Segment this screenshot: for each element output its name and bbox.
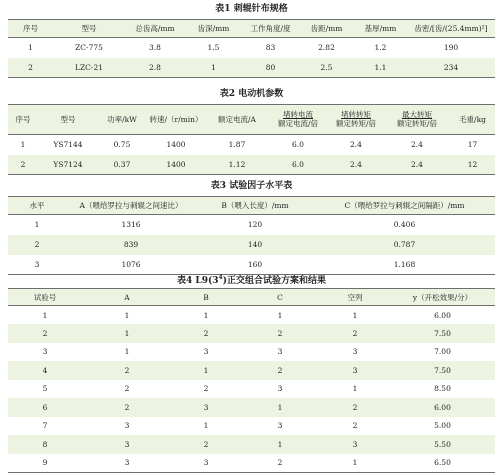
table4-header-cell: C (277, 292, 283, 302)
table-row (8, 380, 495, 399)
table-cell: 3 (203, 402, 209, 412)
table-cell: 1.12 (228, 159, 246, 169)
header-fraction-bottom: 额定电流 (277, 118, 308, 128)
table3-header-cell: 水平 (29, 201, 45, 210)
table1-header-cell: 型号 (81, 24, 97, 33)
table-cell: 2 (352, 328, 358, 338)
table1-header-cell: 工作角度/度 (250, 24, 291, 33)
table-cell: 3 (352, 439, 358, 449)
table-cell: 2 (124, 402, 130, 412)
table3-header-cell: A（喂给罗拉与刺辊之间速比） (79, 201, 183, 210)
table-cell: YS7144 (53, 140, 83, 150)
table-cell: 5.50 (434, 439, 451, 449)
header-unit: /倍 (365, 118, 377, 128)
table-cell: 1 (124, 347, 130, 357)
table-cell: 1 (20, 140, 26, 150)
table-cell: 1 (124, 328, 130, 338)
table-row (8, 306, 495, 325)
table-cell: 7 (42, 421, 48, 431)
table2-header-cell (268, 105, 328, 135)
table-cell: 1 (352, 310, 358, 320)
table-cell: 1076 (121, 259, 141, 269)
table1-caption: 表1 刺辊针布规格 (215, 4, 288, 14)
table-row (8, 454, 495, 473)
table-cell: 1.2 (374, 43, 387, 53)
table-cell: 1 (42, 310, 48, 320)
table-cell: 2 (124, 384, 130, 394)
table-cell: 1.87 (228, 140, 246, 150)
table-cell: 2.4 (411, 159, 423, 169)
table-cell: 6.00 (434, 310, 451, 320)
table-cell: 6.0 (292, 159, 304, 169)
table-cell: 2 (20, 159, 26, 169)
table-cell: 1316 (121, 220, 141, 230)
table-cell: 2.8 (149, 62, 161, 72)
table-cell: 2.4 (411, 140, 423, 150)
table-cell: 3 (124, 421, 130, 431)
table-row (8, 398, 495, 417)
table-cell: 1.1 (374, 62, 387, 72)
table-cell: 1 (124, 310, 130, 320)
table1-header-cell: 基厚/mm (364, 24, 397, 33)
table-row (8, 435, 495, 454)
table-cell: 3 (352, 347, 358, 357)
table2-header-cell: 功率/kW (107, 115, 137, 124)
table-cell: 0.75 (113, 140, 131, 150)
table1 (8, 19, 495, 78)
table-cell: 3 (352, 365, 358, 375)
table-cell: 83 (265, 43, 276, 53)
table-cell: 2 (352, 402, 358, 412)
table4-header-cell: B (203, 292, 209, 302)
table-cell: 1400 (166, 140, 186, 150)
table-cell: 1 (34, 220, 40, 230)
table-cell: 2.4 (350, 159, 362, 169)
table-cell: 9 (42, 458, 48, 467)
table-cell: 80 (265, 62, 276, 72)
table-cell: 1400 (166, 159, 186, 169)
table-cell: 0.406 (393, 220, 416, 230)
table-row (8, 155, 495, 175)
table3-caption: 表3 试验因子水平表 (210, 181, 293, 191)
table-cell: 5.00 (434, 421, 451, 431)
table1-header-cell: 齿深/mm (197, 24, 230, 33)
table-cell: 3 (277, 347, 283, 357)
table-cell: ZC-775 (75, 43, 103, 53)
table-cell: 2 (277, 458, 283, 467)
table-cell: 0.37 (113, 159, 131, 169)
table-cell: 2 (124, 365, 130, 375)
table-row (8, 135, 495, 155)
table2-header-cell: 转速/（r/min） (149, 115, 203, 124)
table-cell: 7.00 (434, 347, 451, 357)
table-cell: 6.50 (434, 458, 451, 467)
table-cell: 8.50 (434, 384, 451, 394)
table4-caption-text: 表4 L9(3 (177, 276, 219, 286)
table-cell: 17 (467, 140, 478, 150)
table-row (8, 324, 495, 343)
table-cell: 6 (42, 402, 48, 412)
table-cell: 2 (277, 328, 283, 338)
table-cell: 160 (247, 259, 263, 269)
table4-header-cell: y（开松效果/分） (412, 292, 473, 302)
table-cell: 1 (352, 384, 358, 394)
table-cell: LZC-21 (74, 62, 103, 72)
table-cell: 1 (211, 62, 216, 72)
table-cell: 3 (203, 347, 209, 357)
table-cell: 3 (203, 458, 209, 467)
table3-header-cell: C（喂给罗拉与刺辊之间隔距）/mm (344, 201, 465, 210)
table2 (8, 104, 495, 175)
table4 (8, 288, 495, 473)
table3-header-cell: B（喂入长度）/mm (221, 201, 289, 210)
table-cell: 4 (42, 365, 48, 375)
table-cell: 2.5 (320, 62, 333, 72)
table3-header-row (8, 197, 495, 215)
table-cell: 6.0 (292, 140, 304, 150)
table-cell: 1.168 (393, 259, 416, 269)
table2-header-cell: 毛重/kg (459, 115, 486, 124)
table4-caption-superscript: 4 (218, 274, 223, 281)
table-row (8, 343, 495, 362)
table-cell: 3 (124, 458, 130, 467)
table-cell: 1 (203, 421, 209, 431)
table-cell: 2 (277, 365, 283, 375)
table-cell: 12 (467, 159, 478, 169)
header-fraction-top: 最大转矩 (402, 110, 432, 119)
table1-header-cell: 总齿高/mm (135, 24, 175, 33)
table-cell: 2 (352, 421, 358, 431)
table-cell: 234 (443, 62, 459, 72)
table4-caption-text: )正交组合试验方案和结果 (222, 276, 326, 286)
table-cell: 1 (277, 310, 283, 320)
table4-header-row (8, 289, 495, 306)
table-row (8, 58, 495, 78)
table-cell: 3 (42, 347, 48, 357)
table-cell: 3.8 (149, 43, 161, 53)
table-cell: 0.787 (393, 240, 416, 249)
table1-header-cell: 序号 (23, 24, 38, 33)
table-cell: 3 (277, 384, 283, 394)
table-cell: 120 (247, 220, 263, 230)
table-row (8, 38, 495, 58)
table-cell: 1.5 (207, 43, 220, 53)
table2-header-cell: 序号 (15, 115, 31, 124)
table2-header-cell: 额定电流/A (218, 115, 256, 124)
table-cell: 2 (203, 439, 209, 449)
table1-header-row (8, 20, 495, 38)
table-cell: 2 (34, 240, 40, 249)
table-row (8, 215, 495, 235)
table-cell: 3 (34, 259, 40, 269)
header-fraction-bottom: 额定转矩 (335, 118, 366, 128)
table1-header-cell: 齿密/[齿/(25.4mm)²] (414, 24, 488, 33)
table-cell: 190 (443, 43, 459, 53)
table-cell: 1 (277, 402, 283, 412)
table-cell: 2 (28, 62, 33, 72)
header-fraction-bottom: 额定转矩 (396, 118, 427, 128)
header-fraction-top: 堵转电流 (283, 110, 313, 119)
table-cell: 3 (124, 439, 130, 449)
table-row (8, 235, 495, 255)
table4-header-cell: 空列 (347, 292, 363, 302)
table-cell: 8 (42, 439, 48, 449)
table4-header-cell: A (124, 292, 130, 302)
table2-header-cell (384, 105, 450, 135)
table-cell: 3 (277, 421, 283, 431)
table-cell: 140 (247, 240, 263, 249)
table-cell: 1 (352, 458, 358, 467)
table2-header-cell: 型号 (60, 115, 76, 124)
table2-header-cell (328, 105, 384, 135)
table-cell: 2.4 (350, 140, 362, 150)
table-cell: 2 (42, 328, 48, 338)
table-cell: 7.50 (434, 328, 451, 338)
table4-caption (0, 272, 503, 287)
header-unit: /倍 (307, 118, 319, 128)
table1-header-cell: 齿距/mm (310, 24, 343, 33)
table-cell: 1 (28, 43, 33, 53)
header-unit: /倍 (426, 118, 438, 128)
table-cell: 2 (203, 384, 209, 394)
table2-caption: 表2 电动机参数 (219, 89, 284, 99)
table-row (8, 361, 495, 380)
table-cell: 839 (123, 240, 139, 249)
table-cell: 7.50 (434, 365, 451, 375)
table3 (8, 196, 495, 275)
table-cell: 5 (42, 384, 48, 394)
table-cell: 1 (203, 310, 209, 320)
table-cell: 2.82 (318, 43, 335, 53)
table-row (8, 417, 495, 436)
table-cell: 2 (203, 328, 209, 338)
table-cell: 1 (203, 365, 209, 375)
table-cell: 6.00 (434, 402, 451, 412)
header-fraction-top: 堵转转矩 (341, 110, 371, 119)
table-cell: 1 (277, 439, 283, 449)
table-cell: YS7124 (53, 159, 83, 169)
table2-header-row (8, 105, 495, 135)
table4-header-cell: 试验号 (33, 292, 57, 302)
